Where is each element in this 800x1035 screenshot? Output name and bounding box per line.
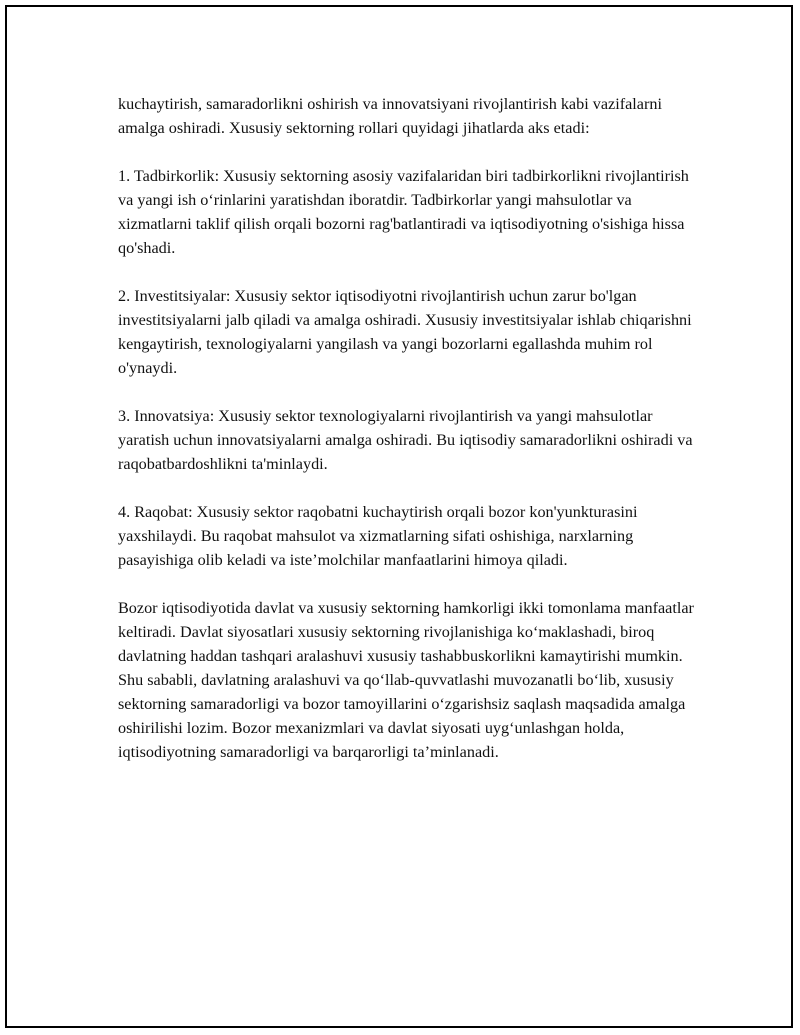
paragraph-investitsiyalar: 2. Investitsiyalar: Xususiy sektor iqtisodiyotni rivojlantirish uchun zarur bo'lgan investitsiyalarni jalb qiladi va amalga oshiradi. Xususiy investitsiyalar ishlab chiqarishni kengaytirish, texnologiyalarni yangilash va yangi bozorlarni egallashda muhim rol o'ynaydi. <box>118 287 692 377</box>
paragraph-conclusion: Bozor iqtisodiyotida davlat va xususiy sektorning hamkorligi ikki tomonlama manfaatlar keltiradi. Davlat siyosatlari xususiy sektorning rivojlanishiga ko‘maklashadi, biroq davlatning haddan tashqari aralashuvi xususiy tashabbuskorlikni kamaytirishi mumkin. Shu sababli, davlatning aralashuvi va qo‘llab-quvvatlashi muvozanatli bo‘lib, xususiy sektorning samaradorligi va bozor tamoyillarini o‘zgarishsiz saqlash maqsadida amalga oshirilishi lozim. Bozor mexanizmlari va davlat siyosati uyg‘unlashgan holda, iqtisodiyotning samaradorligi va barqarorligi ta’minlanadi. <box>118 599 694 761</box>
paragraph-innovatsiya: 3. Innovatsiya: Xususiy sektor texnologiyalarni rivojlantirish va yangi mahsulotlar yaratish uchun innovatsiyalarni amalga oshiradi. Bu iqtisodiy samaradorlikni oshiradi va raqobatbardoshlikni ta'minlaydi. <box>118 407 693 473</box>
document-body <box>118 92 698 788</box>
paragraph-raqobat: 4. Raqobat: Xususiy sektor raqobatni kuchaytirish orqali bozor kon'yunkturasini yaxshilaydi. Bu raqobat mahsulot va xizmatlarning sifati oshishiga, narxlarning pasayishiga olib keladi va iste’molchilar manfaatlarini himoya qiladi. <box>118 503 638 569</box>
paragraph-intro: kuchaytirish, samaradorlikni oshirish va innovatsiyani rivojlantirish kabi vazifalarni amalga oshiradi. Xususiy sektorning rollari quyidagi jihatlarda aks etadi: <box>118 95 662 137</box>
paragraph-tadbirkorlik: 1. Tadbirkorlik: Xususiy sektorning asosiy vazifalaridan biri tadbirkorlikni rivojlantirish va yangi ish o‘rinlarini yaratishdan iboratdir. Tadbirkorlar yangi mahsulotlar va xizmatlarni taklif qilish orqali bozorni rag'batlantiradi va iqtisodiyotning o'sishiga hissa qo'shadi. <box>118 167 689 257</box>
